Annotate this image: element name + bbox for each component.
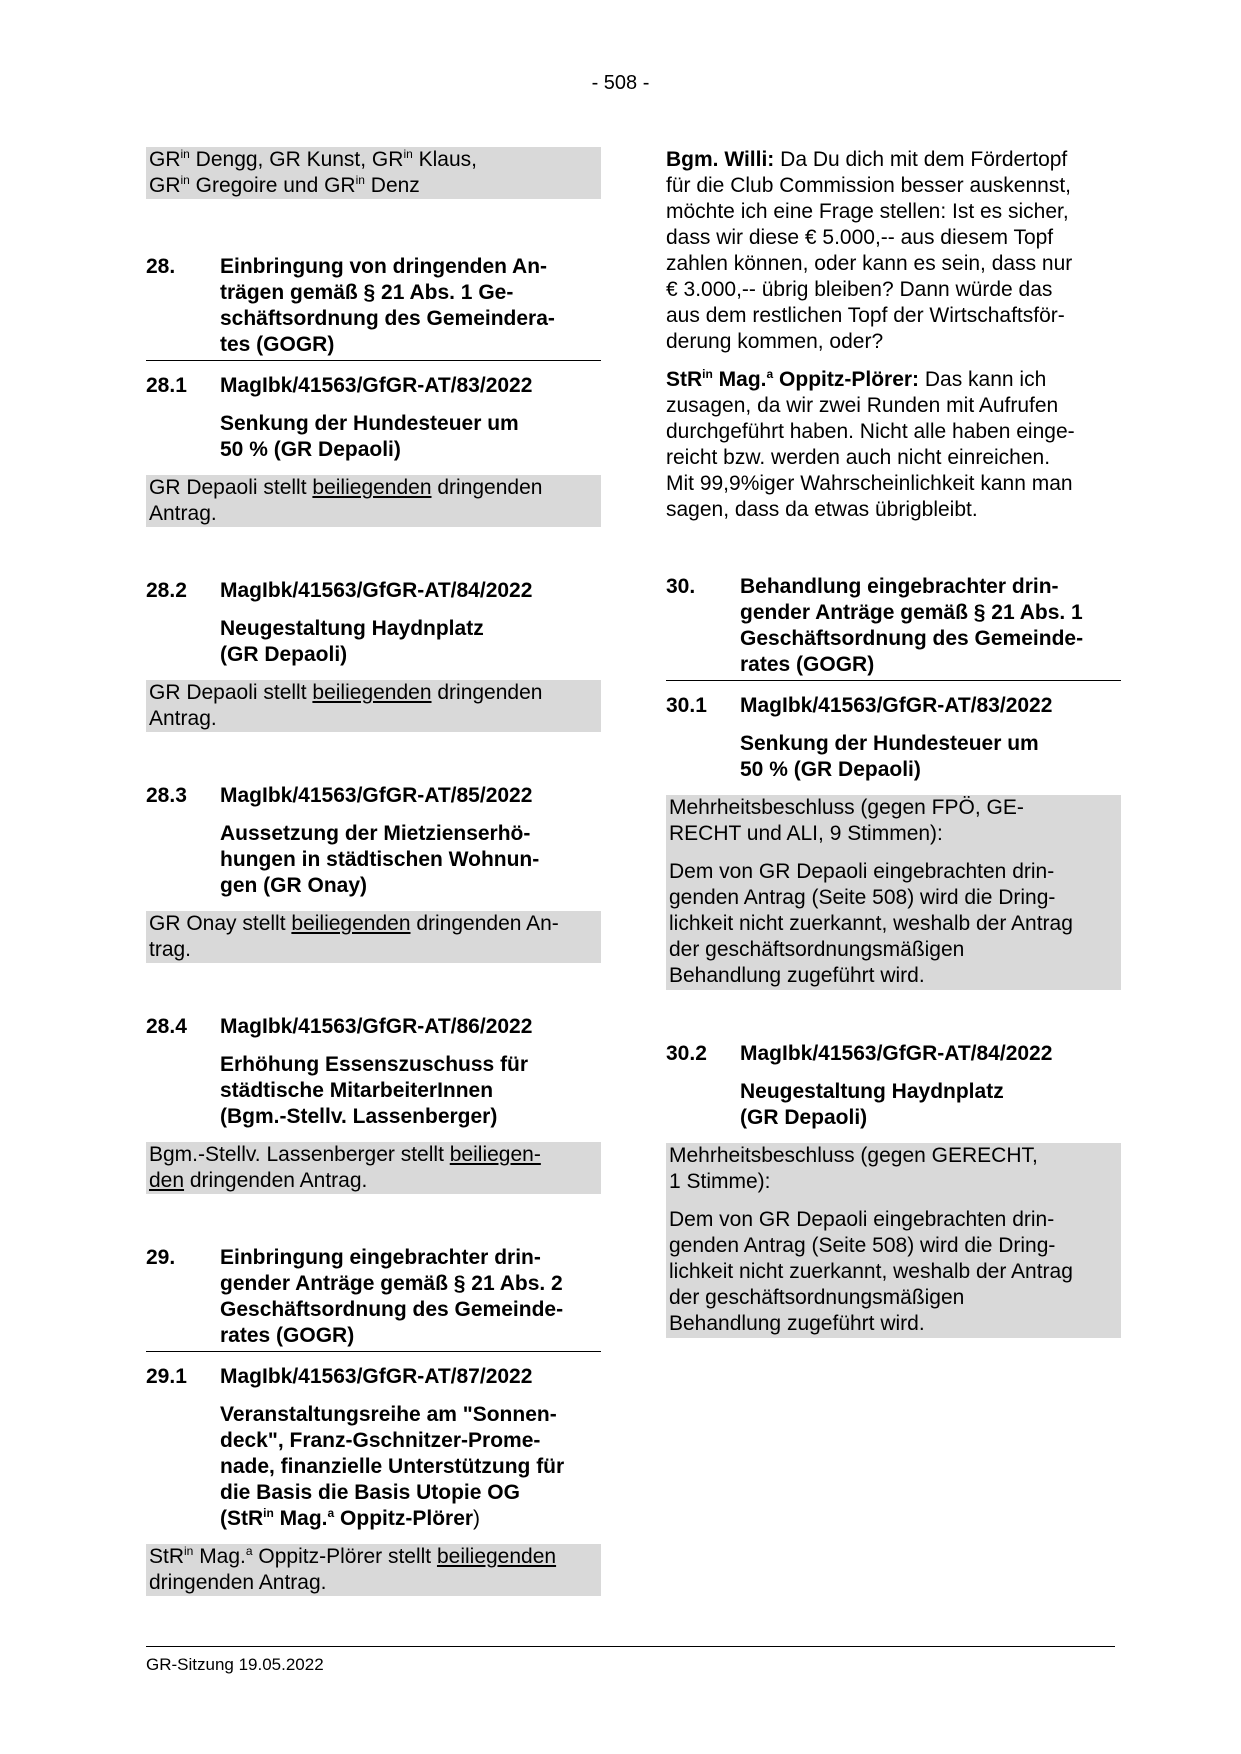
page-number: - 508 -: [591, 72, 650, 94]
section-30-heading: 30. Behandlung eingebrachter drin- gender Anträge gemäß § 21 Abs. 1 Geschäftsordnung des Gemeinde- rates (GOGR): [666, 574, 1121, 681]
section-28-4-subtitle: Erhöhung Essenszuschuss für städtische MitarbeiterInnen (Bgm.-Stellv. Lassenberger): [220, 1053, 529, 1128]
page-footer: GR-Sitzung 19.05.2022: [146, 1646, 1115, 1675]
section-28-3-subtitle: Aussetzung der Mietzienserhö- hungen in städtischen Wohnun- gen (GR Onay): [220, 822, 540, 897]
section-28-4-text: Bgm.-Stellv. Lassenberger stellt beiliegen- den dringenden Antrag.: [146, 1142, 601, 1194]
section-28-3-text: GR Onay stellt beiliegenden dringenden An- trag.: [146, 911, 601, 963]
section-29-1-text: StR$^{in}$ Mag.$^a$ Oppitz-Plörer stellt beiliegenden dringenden Antrag.: [146, 1544, 601, 1596]
section-30-1-heading: 30.1 MagIbk/41563/GfGR-AT/83/2022: [666, 694, 1053, 717]
section-30-2-heading: 30.2 MagIbk/41563/GfGR-AT/84/2022: [666, 1042, 1053, 1065]
section-30-1-subtitle: Senkung der Hundesteuer um 50 % (GR Depaoli): [740, 732, 1039, 781]
section-28-2-text: GR Depaoli stellt beiliegenden dringenden Antrag.: [146, 680, 601, 732]
statement-oppitz-ploerer: StR$^{in}$ Mag.$^a$ Oppitz-Plörer: Das kann ich zusagen, da wir zwei Runden mit Aufrufen durchgeführt haben. Nicht alle haben einge- reicht bzw. werden auch nicht einreichen. Mit 99,9%iger Wahrscheinlichkeit kann man sagen, dass da etwas übrigbleibt.: [666, 367, 1075, 521]
section-30-2-subtitle: Neugestaltung Haydnplatz (GR Depaoli): [740, 1080, 1004, 1129]
section-30-2-decision: Mehrheitsbeschluss (gegen GERECHT, 1 Stimme): Dem von GR Depaoli eingebrachten drin- genden Antrag (Seite 508) wird die Dring- lichkeit nicht zuerkannt, weshalb der Antrag der geschäftsordnungsmäßigen Behandlung zugeführt wird.: [666, 1143, 1121, 1338]
section-28-1-text: GR Depaoli stellt beiliegenden dringenden Antrag.: [146, 475, 601, 527]
section-28-1-subtitle: Senkung der Hundesteuer um 50 % (GR Depaoli): [220, 412, 519, 461]
section-28-3-heading: 28.3 MagIbk/41563/GfGR-AT/85/2022: [146, 784, 533, 807]
section-30-1-decision: Mehrheitsbeschluss (gegen FPÖ, GE- RECHT und ALI, 9 Stimmen): Dem von GR Depaoli eingebrachten drin- genden Antrag (Seite 508) wird die Dring- lichkeit nicht zuerkannt, weshalb der Antrag der geschäftsordnungsmäßigen Behandlung zugeführt wird.: [666, 795, 1121, 990]
right-column: [666, 147, 1121, 1338]
section-28-2-subtitle: Neugestaltung Haydnplatz (GR Depaoli): [220, 617, 484, 666]
section-29-1-subtitle: Veranstaltungsreihe am "Sonnen- deck", Franz-Gschnitzer-Prome- nade, finanzielle Unterstützung für die Basis die Basis Utopie OG (StR$^{in}$ Mag.$^a$ Oppitz-Plörer): [220, 1403, 565, 1530]
section-28-heading: 28. Einbringung von dringenden An- trägen gemäß § 21 Abs. 1 Ge- schäftsordnung des Gemeindera- tes (GOGR): [146, 254, 601, 361]
section-28-2-heading: 28.2 MagIbk/41563/GfGR-AT/84/2022: [146, 579, 533, 602]
section-28-4-heading: 28.4 MagIbk/41563/GfGR-AT/86/2022: [146, 1015, 533, 1038]
section-28-1-heading: 28.1 MagIbk/41563/GfGR-AT/83/2022: [146, 374, 533, 397]
section-29-1-heading: 29.1 MagIbk/41563/GfGR-AT/87/2022: [146, 1365, 533, 1388]
attendance-names: $GR^{in}$ Dengg, GR Kunst, $GR^{in}$ Klaus, $GR^{in}$ Gregoire und $GR^{in}$ Denz: [146, 147, 601, 199]
left-column: [146, 147, 601, 1596]
section-29-heading: 29. Einbringung eingebrachter drin- gender Anträge gemäß § 21 Abs. 2 Geschäftsordnung des Gemeinde- rates (GOGR): [146, 1245, 601, 1352]
statement-willi: Bgm. Willi: Da Du dich mit dem Fördertopf für die Club Commission besser auskennst, möchte ich eine Frage stellen: Ist es sicher, dass wir diese € 5.000,-- aus diesem Topf zahlen können, oder kann es sein, dass nur € 3.000,-- übrig bleiben? Dann würde das aus dem restlichen Topf der Wirtschaftsför- derung kommen, oder?: [666, 148, 1073, 353]
